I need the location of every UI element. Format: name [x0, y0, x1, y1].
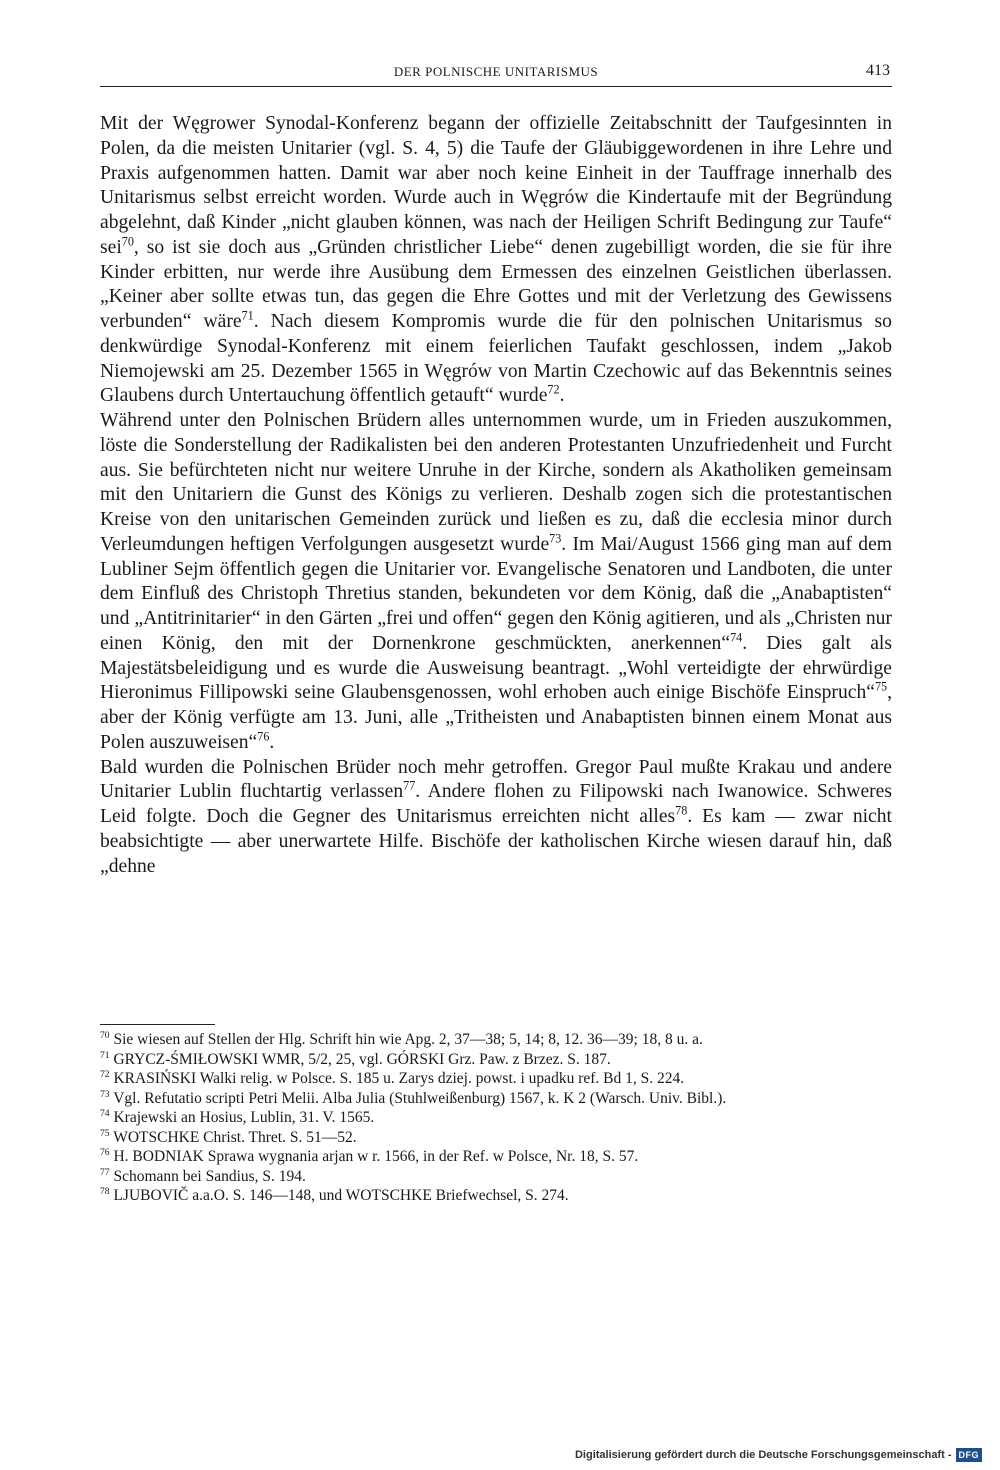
footnote-rule [100, 1024, 215, 1025]
footnote-number: 75 [100, 1127, 110, 1139]
footnotes [100, 1030, 892, 1206]
text-segment: Mit der Węgrower Synodal-Konferenz begann der offizielle Zeitabschnitt der Taufgesinnten in Polen, da die meisten Unitarier (vgl. S. 4, 5) die Taufe der Gläubiggewordenen in ihre Lehre und Praxis aufgenommen hatten. Damit war aber noch keine Einheit in der Tauffrage innerhalb des Unitarismus selbst erreicht worden. Wurde auch in Węgrów die Kindertaufe mit der Begründung abgelehnt, daß Kinder „nicht glauben können, was nach der Heiligen Schrift Bedingung zur Taufe“ sei [100, 113, 892, 258]
footnote-ref-70: 70 [121, 234, 134, 249]
text-segment: . Im Mai/August 1566 ging man auf dem Lubliner Sejm öffentlich gegen die Unitarier vor. Evangelische Senatoren und Landboten, die unter dem Einfluß des Christoph Thretius standen, bekundeten vor dem König, daß die „Anabaptisten“ und „Antitrinitarier“ in den Gärten „frei und offen“ gegen den König agitieren, und als „Christen nur einen König, den mit der Dornenkrone geschmückten, anerkennen“ [100, 533, 893, 654]
footnote-text: Sie wiesen auf Stellen der Hlg. Schrift hin wie Apg. 2, 37—38; 5, 14; 8, 12. 36—39; 18, 8 u. a. [113, 1031, 703, 1048]
paragraph-3 [100, 756, 892, 880]
footnote-78 [100, 1186, 892, 1206]
footnote-ref-78: 78 [675, 803, 688, 818]
footnote-ref-77: 77 [403, 778, 416, 793]
page-header [100, 62, 892, 87]
footnote-73 [100, 1089, 892, 1109]
footnote-number: 78 [100, 1185, 110, 1197]
text-segment: . [559, 385, 565, 407]
text-segment: , aber der König verfügte am 13. Juni, alle „Tritheisten und Anabaptisten binnen einem Monat aus Polen auszuweisen“ [100, 682, 892, 753]
footnote-number: 73 [100, 1088, 110, 1100]
footnote-ref-73: 73 [549, 531, 562, 546]
credit-text: Digitalisierung gefördert durch die Deutsche Forschungsgemeinschaft - [574, 1449, 952, 1461]
footnote-75 [100, 1128, 892, 1148]
footnote-number: 71 [100, 1049, 110, 1061]
digitization-credit [575, 1448, 982, 1462]
footnote-77 [100, 1167, 892, 1187]
footnote-71 [100, 1050, 892, 1070]
running-title: DER POLNISCHE UNITARISMUS [393, 64, 599, 79]
footnote-ref-71: 71 [241, 308, 254, 323]
footnote-text: GRYCZ-ŚMIŁOWSKI WMR, 5/2, 25, vgl. GÓRSKI Grz. Paw. z Brzez. S. 187. [113, 1050, 611, 1068]
footnote-text: WOTSCHKE Christ. Thret. S. 51—52. [113, 1128, 357, 1146]
footnote-number: 72 [100, 1068, 110, 1080]
footnote-number: 77 [100, 1166, 110, 1178]
text-segment: . Nach diesem Kompromis wurde die für den polnischen Unitarismus so denkwürdige Synodal-Konferenz mit einem feierlichen Taufakt geschlossen, indem „Jakob Niemojewski am 25. Dezember 1565 in Węgrów von Martin Czechowic auf das Bekenntnis seines Glaubens durch Untertauchung öffentlich getauft“ wurde [100, 311, 892, 407]
text-segment: . Dies galt als Majestätsbeleidigung und es wurde die Ausweisung beantragt. „Wohl verteidigte der ehrwürdige Hieronimus Fillipowski seine Glaubensgenossen, wohl erhoben auch einige Bischöfe Einspruch“ [100, 632, 893, 704]
footnote-number: 74 [100, 1107, 110, 1119]
text-segment: Bald wurden die Polnischen Brüder noch mehr getroffen. Gregor Paul mußte Krakau und andere Unitarier Lublin fluchtartig verlassen [100, 756, 892, 803]
footnote-text: Krajewski an Hosius, Lublin, 31. V. 1565. [113, 1109, 375, 1126]
text-segment: . [269, 731, 275, 753]
dfg-logo: DFG [956, 1448, 983, 1462]
paragraph-2 [100, 409, 892, 756]
footnote-text: H. BODNIAK Sprawa wygnania arjan w r. 1566, in der Ref. w Polsce, Nr. 18, S. 57. [113, 1148, 639, 1165]
footnote-ref-72: 72 [547, 382, 560, 397]
footnote-ref-74: 74 [730, 630, 743, 645]
footnote-70 [100, 1030, 892, 1050]
text-segment: , so ist sie doch aus „Gründen christlicher Liebe“ denen zugebilligt worden, die sie für ihre Kinder erbitten, nur werde ihre Ausübung dem Ermessen des einzelnen Geistlichen überlassen. „Keiner aber sollte etwas tun, das gegen die Ehre Gottes und mit der Verletzung des Gewissens verbunden“ wäre [100, 236, 892, 332]
footnote-ref-76: 76 [257, 729, 270, 744]
footnote-number: 76 [100, 1146, 110, 1158]
body-text [100, 112, 892, 879]
footnote-text: LJUBOVIČ a.a.O. S. 146—148, und WOTSCHKE Briefwechsel, S. 274. [113, 1187, 569, 1204]
footnote-text: Vgl. Refutatio scripti Petri Melii. Alba Julia (Stuhlweißenburg) 1567, k. K 2 (Warsch. Univ. Bibl.). [113, 1089, 727, 1107]
footnote-number: 70 [100, 1029, 110, 1041]
footnote-text: Schomann bei Sandius, S. 194. [113, 1167, 306, 1185]
text-segment: Während unter den Polnischen Brüdern alles unternommen wurde, um in Frieden auszukommen, löste die Sonderstellung der Radikalisten bei den anderen Protestanten Unzufriedenheit und Furcht aus. Sie befürchteten nicht nur weitere Unruhe in der Kirche, sondern als Akatholiken gemeinsam mit den Unitariern die Gunst des Königs zu verlieren. Deshalb zogen sich die protestantischen Kreise von den unitarischen Gemeinden zurück und ließen es zu, daß die ecclesia minor durch Verleumdungen heftigen Verfolgungen ausgesetzt wurde [100, 410, 892, 555]
footnote-76 [100, 1147, 892, 1167]
footnote-text: KRASIŃSKI Walki relig. w Polsce. S. 185 u. Zarys dziej. powst. i upadku ref. Bd 1, S. 224. [113, 1070, 685, 1087]
paragraph-1 [100, 112, 892, 409]
footnote-74 [100, 1108, 892, 1128]
footnote-ref-75: 75 [874, 679, 888, 694]
footnote-72 [100, 1069, 892, 1089]
page-number: 413 [866, 62, 890, 79]
text-segment: . Andere flohen zu Filipowski nach Iwanowice. Schweres Leid folgte. Doch die Gegner des Unitarismus erreichten nicht alles [100, 781, 892, 827]
text-segment: . Es kam — zwar nicht beabsichtigte — aber unerwartete Hilfe. Bischöfe der katholischen Kirche wiesen darauf hin, daß „dehne [100, 806, 892, 877]
